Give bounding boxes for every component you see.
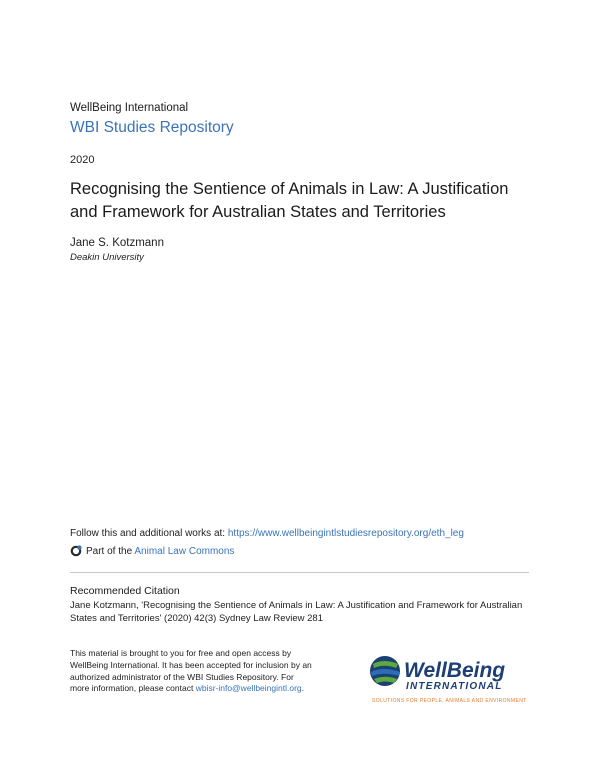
notice-end-punctuation: . — [301, 683, 305, 694]
logo-name-part1: WellBeing — [404, 659, 506, 682]
part-of-line — [70, 545, 234, 557]
svg-text:SOLUTIONS FOR PEOPLE, ANIMALS — [372, 698, 527, 704]
publisher-name: WellBeing International — [70, 102, 189, 114]
logo-name-part2: INTERNATIONAL — [406, 681, 503, 692]
follow-line — [70, 528, 464, 539]
citation-text: Jane Kotzmann, 'Recognising the Sentience of Animals in Law: A Justification and Framework for Australian States and Territories' (2020) 42(3) Sydney Law Review 281 — [70, 600, 523, 624]
animal-law-commons-link[interactable]: Animal Law Commons — [134, 545, 235, 557]
contact-email-link[interactable]: wbisr-info@wellbeingintl.org — [195, 683, 302, 694]
author-name: Jane S. Kotzmann — [70, 237, 164, 249]
commons-network-icon — [70, 545, 82, 557]
recommended-citation-heading: Recommended Citation — [70, 585, 180, 597]
article-title: Recognising the Sentience of Animals in Law: A Justification and Framework for Australian States and Territories — [70, 180, 509, 221]
part-of-prefix: Part of the — [86, 545, 135, 557]
collection-url-link[interactable]: https://www.wellbeingintlstudiesrepository.org/eth_leg — [227, 528, 464, 539]
globe-icon — [370, 656, 400, 686]
follow-prefix: Follow this and additional works at: — [70, 528, 228, 539]
svg-text:INTERNATIONAL — [406, 681, 503, 692]
section-divider — [70, 572, 529, 573]
wellbeing-international-logo — [368, 653, 530, 705]
svg-text:WellBeing — [404, 659, 505, 682]
repository-link[interactable]: WBI Studies Repository — [70, 119, 234, 136]
logo-tagline: SOLUTIONS FOR PEOPLE, ANIMALS AND ENVIRONMENT — [372, 698, 527, 704]
access-notice — [70, 648, 315, 695]
author-affiliation: Deakin University — [70, 252, 144, 263]
access-notice-text: This material is brought to you for free and open access by WellBeing International. It has been accepted for inclusion by an authorized administrator of the WBI Studies Repository. For more information, please contact — [70, 648, 312, 694]
publication-year: 2020 — [70, 154, 95, 166]
